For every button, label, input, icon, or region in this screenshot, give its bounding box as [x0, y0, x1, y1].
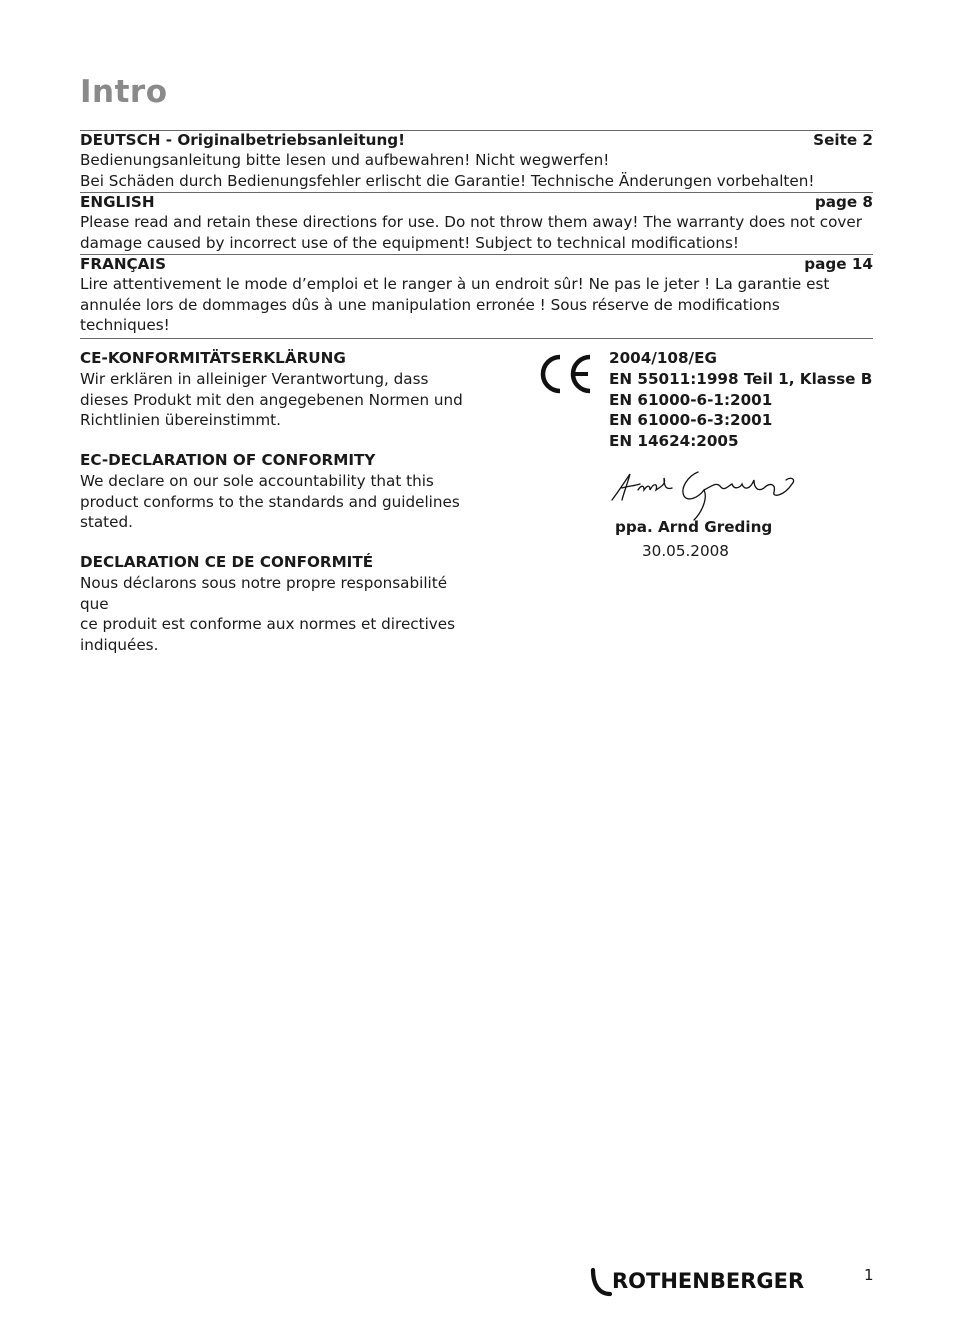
- language-text-line: Bedienungsanleitung bitte lesen und aufbewahren! Nicht wegwerfen!: [80, 151, 610, 169]
- standard-item: EN 61000-6-1:2001: [609, 390, 773, 409]
- brand-name: ROTHENBERGER: [612, 1269, 805, 1293]
- standards-list: [609, 348, 872, 452]
- standard-item: EN 61000-6-3:2001: [609, 411, 773, 430]
- language-header: [80, 255, 873, 274]
- language-page-ref: page 8: [814, 193, 873, 211]
- language-text-line: damage caused by incorrect use of the equipment! Subject to technical modifications!: [80, 233, 739, 252]
- language-page-ref: page 14: [804, 255, 873, 273]
- declaration-line: product conforms to the standards and guidelines: [80, 492, 460, 511]
- language-section-de: [80, 130, 873, 191]
- declaration-heading: DECLARATION CE DE CONFORMITÉ: [80, 553, 374, 571]
- standard-item: EN 14624:2005: [609, 432, 739, 451]
- declaration-line: stated.: [80, 513, 133, 532]
- declaration-fr: [80, 552, 480, 656]
- language-name: DEUTSCH - Originalbetriebsanleitung!: [80, 131, 406, 149]
- page-number: 1: [864, 1266, 874, 1284]
- declaration-line: We declare on our sole accountability that this: [80, 471, 434, 490]
- declaration-line: ce produit est conforme aux normes et directives: [80, 615, 456, 634]
- language-page-ref: Seite 2: [813, 131, 873, 149]
- declaration-heading: EC-DECLARATION OF CONFORMITY: [80, 451, 376, 469]
- signature-date: 30.05.2008: [642, 542, 729, 560]
- language-section-fr: [80, 254, 873, 339]
- language-header: [80, 193, 873, 212]
- declaration-en: [80, 450, 480, 533]
- declaration-line: Nous déclarons sous notre propre responsabilité que: [80, 573, 448, 613]
- declaration-de: [80, 348, 480, 431]
- signer-name: ppa. Arnd Greding: [615, 518, 773, 536]
- ce-mark-icon: [538, 352, 594, 396]
- language-name: FRANÇAIS: [80, 255, 167, 273]
- declaration-line: dieses Produkt mit den angegebenen Normen und: [80, 390, 463, 409]
- language-text-line: Please read and retain these directions for use. Do not throw them away! The warranty does not cover: [80, 213, 862, 231]
- declaration-line: Wir erklären in alleiniger Verantwortung, dass: [80, 369, 429, 388]
- declaration-line: Richtlinien übereinstimmt.: [80, 411, 281, 430]
- language-text-line: Lire attentivement le mode d’emploi et le ranger à un endroit sûr! Ne pas le jeter ! La garantie est: [80, 275, 830, 293]
- page-title: Intro: [80, 74, 168, 110]
- standard-item: EN 55011:1998 Teil 1, Klasse B: [609, 369, 873, 388]
- language-name: ENGLISH: [80, 193, 155, 211]
- declaration-heading: CE-KONFORMITÄTSERKLÄRUNG: [80, 349, 346, 367]
- brand-hook-icon: [590, 1264, 612, 1298]
- standard-item: 2004/108/EG: [609, 349, 717, 367]
- language-section-en: [80, 192, 873, 253]
- language-header: [80, 131, 873, 150]
- declaration-line: indiquées.: [80, 636, 159, 655]
- brand-logo: [590, 1262, 804, 1300]
- signature-icon: [608, 462, 798, 522]
- language-text-line: annulée lors de dommages dûs à une manipulation erronée ! Sous réserve de modifications techniques!: [80, 295, 780, 334]
- language-text-line: Bei Schäden durch Bedienungsfehler erlischt die Garantie! Technische Änderungen vorbehalten!: [80, 171, 815, 190]
